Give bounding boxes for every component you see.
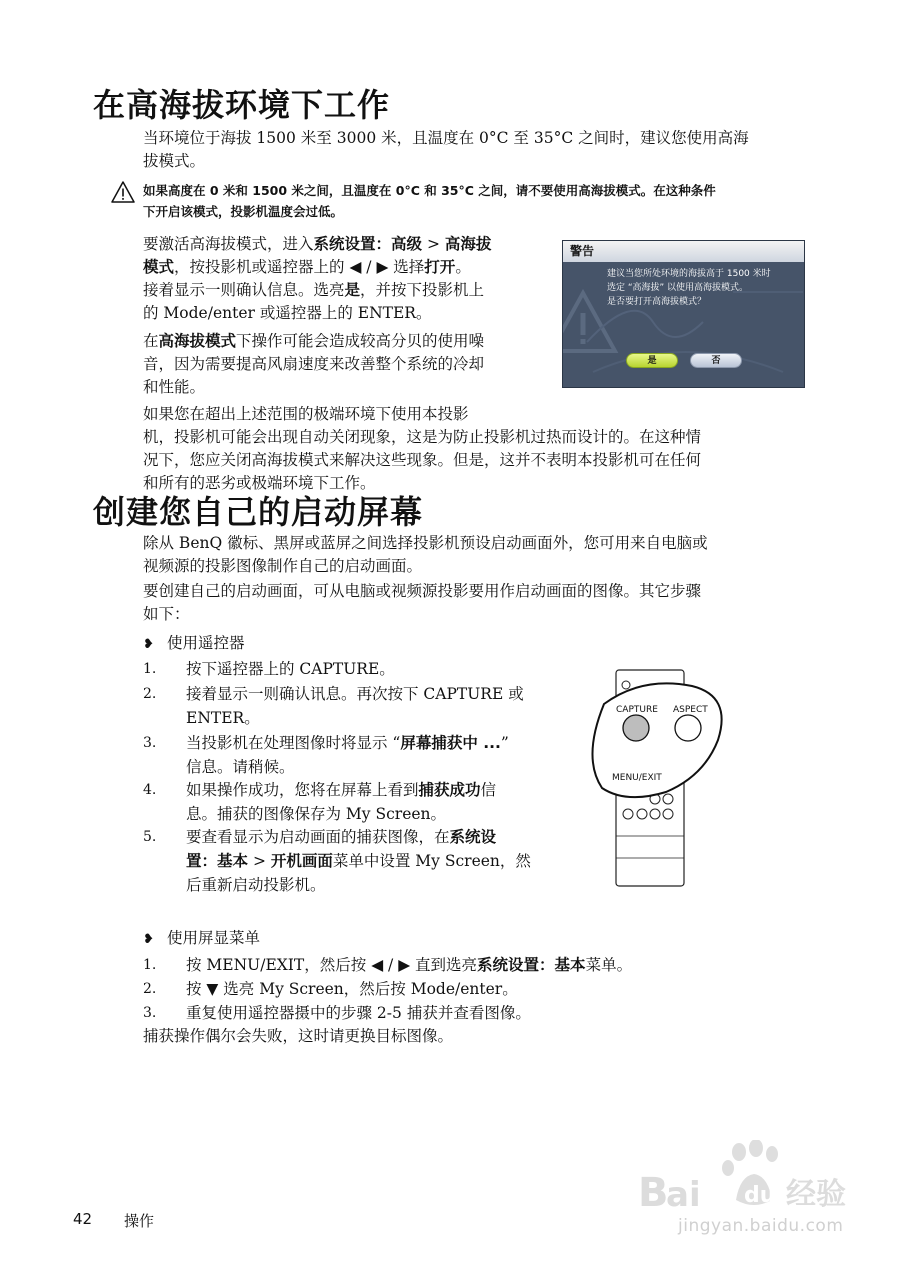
bullet-label: 使用遥控器 bbox=[167, 634, 245, 652]
text: 要激活高海拔模式，进入 bbox=[143, 235, 314, 253]
step-text-line-3: 后重新启动投影机。 bbox=[186, 876, 326, 894]
aspect-button-icon bbox=[675, 715, 701, 741]
remote-control-illustration bbox=[582, 668, 742, 890]
dialog-title: 警告 bbox=[563, 241, 804, 262]
aspect-label: ASPECT bbox=[673, 705, 708, 715]
step-text: 重复使用遥控器摄中的步骤 2-5 捕获并查看图像。 bbox=[186, 1004, 531, 1022]
page-number: 42 bbox=[73, 1210, 93, 1228]
text: 在 bbox=[143, 332, 159, 350]
text: 按 MENU/EXIT，然后按 ◀ / ▶ 直到选亮 bbox=[186, 956, 478, 974]
text: ” bbox=[500, 734, 509, 752]
option-bold: 是 bbox=[344, 281, 361, 299]
extreme-line-4: 和所有的恶劣或极端环境下工作。 bbox=[143, 474, 376, 492]
step-number: 5. bbox=[143, 829, 157, 845]
noise-line-1 bbox=[143, 330, 553, 353]
startup-intro-paragraph bbox=[143, 532, 808, 578]
baidu-jingyan-logo bbox=[636, 1140, 856, 1220]
text: > bbox=[248, 852, 271, 870]
text: 菜单中设置 My Screen，然 bbox=[332, 852, 531, 870]
menu-path-bold: 系统设置：高级 bbox=[313, 235, 423, 253]
startup-howto-line-1: 要创建自己的启动画面，可从电脑或视频源投影要用作启动画面的图像。其它步骤 bbox=[143, 582, 702, 600]
closing-note: 捕获操作偶尔会失败，这时请更换目标图像。 bbox=[143, 1027, 454, 1045]
startup-intro-line-1: 除从 BenQ 徽标、黑屏或蓝屏之间选择投影机预设启动画面外，您可用来自电脑或 bbox=[143, 534, 708, 552]
text: 下操作可能会造成较高分贝的使用噪 bbox=[236, 332, 485, 350]
capture-label: CAPTURE bbox=[616, 705, 658, 715]
menu-path-bold: 系统设 bbox=[449, 828, 497, 846]
text: > bbox=[422, 235, 445, 253]
svg-text:B: B bbox=[638, 1170, 669, 1216]
menu-path-bold: 系统设置：基本 bbox=[477, 956, 586, 974]
high-altitude-warning-dialog bbox=[562, 240, 805, 388]
dialog-no-button[interactable]: 否 bbox=[690, 353, 742, 368]
baidu-watermark-url: jingyan.baidu.com bbox=[678, 1216, 844, 1236]
activation-line-1 bbox=[143, 233, 553, 256]
extreme-line-1: 如果您在超出上述范围的极端环境下使用本投影 bbox=[143, 405, 469, 423]
step-text-line-2: 信息。请稍候。 bbox=[186, 758, 295, 776]
startup-howto-paragraph bbox=[143, 580, 808, 626]
dialog-message-line-1: 建议当您所处环境的海拔高于 1500 米时 bbox=[607, 269, 771, 279]
status-message-bold: 捕获成功 bbox=[418, 781, 481, 799]
menu-path-bold: 置：基本 bbox=[186, 852, 249, 870]
dialog-message-line-3: 是否要打开高海拔模式？ bbox=[607, 297, 707, 307]
intro-line-1: 当环境位于海拔 1500 米至 3000 米，且温度在 0°C 至 35°C 之间时，建议您使用高海 bbox=[143, 129, 749, 147]
step-text-line-2: ENTER。 bbox=[186, 709, 260, 727]
step-text-line-1: 接着显示一则确认讯息。再次按下 CAPTURE 或 bbox=[186, 685, 524, 703]
menu-exit-label: MENU/EXIT bbox=[612, 773, 662, 783]
mode-bold: 高海拔模式 bbox=[158, 332, 237, 350]
warning-icon bbox=[110, 180, 136, 204]
section-title-high-altitude: 在高海拔环境下工作 bbox=[93, 86, 391, 124]
menu-item-bold: 开机画面 bbox=[270, 852, 333, 870]
noise-paragraph bbox=[143, 330, 553, 399]
dialog-message-line-2: 选定 “高海拔” 以使用高海拔模式。 bbox=[607, 283, 749, 293]
activation-line-4: 的 Mode/enter 或遥控器上的 ENTER。 bbox=[143, 304, 432, 322]
step-number: 2. bbox=[143, 981, 157, 997]
activation-paragraph bbox=[143, 233, 553, 325]
step-number: 2. bbox=[143, 686, 157, 702]
text: ，并按下投影机上 bbox=[360, 281, 485, 299]
text: 信 bbox=[480, 781, 497, 799]
extreme-line-2: 机，投影机可能会出现自动关闭现象，这是为防止投影机过热而设计的。在这种情 bbox=[143, 428, 702, 446]
capture-button-icon bbox=[623, 715, 649, 741]
warning-note bbox=[143, 180, 808, 222]
step-text: 按 ▼ 选亮 My Screen，然后按 Mode/enter。 bbox=[186, 980, 518, 998]
startup-howto-line-2: 如下： bbox=[143, 605, 190, 623]
option-bold: 打开 bbox=[424, 258, 456, 276]
footer-section-label: 操作 bbox=[124, 1212, 155, 1230]
startup-intro-line-2: 视频源的投影图像制作自己的启动画面。 bbox=[143, 557, 423, 575]
text: 如果操作成功，您将在屏幕上看到 bbox=[186, 781, 419, 799]
menu-item-bold: 模式 bbox=[143, 258, 175, 276]
noise-line-3: 和性能。 bbox=[143, 378, 206, 396]
extreme-line-3: 况下，您应关闭高海拔模式来解决这些现象。但是，这并不表明本投影机可在任何 bbox=[143, 451, 702, 469]
step-text-line-1 bbox=[186, 731, 586, 755]
status-message-bold: 屏幕捕获中 ... bbox=[400, 734, 501, 752]
svg-text:du: du bbox=[744, 1183, 776, 1208]
activation-line-3 bbox=[143, 279, 553, 302]
step-text-line-2 bbox=[186, 849, 586, 873]
noise-line-2: 音，因为需要提高风扇速度来改善整个系统的冷却 bbox=[143, 355, 485, 373]
text: 当投影机在处理图像时将显示 “ bbox=[186, 734, 401, 752]
step-text-line-1 bbox=[186, 778, 586, 802]
text: 。 bbox=[455, 258, 471, 276]
step-text-line-1 bbox=[186, 825, 586, 849]
step-number: 3. bbox=[143, 735, 157, 751]
menu-item-bold: 高海拔 bbox=[444, 235, 492, 253]
bullet-use-osd bbox=[143, 927, 260, 951]
text: 菜单。 bbox=[585, 956, 633, 974]
intro-line-2: 拔模式。 bbox=[143, 152, 206, 170]
intro-paragraph bbox=[143, 127, 808, 173]
activation-line-2 bbox=[143, 256, 553, 279]
step-text: 按下遥控器上的 CAPTURE。 bbox=[186, 660, 395, 678]
section-title-startup-screen: 创建您自己的启动屏幕 bbox=[93, 493, 424, 531]
warning-line-1: 如果高度在 0 米和 1500 米之间，且温度在 0°C 和 35°C 之间，请不要使用高海拔模式。在这种条件 bbox=[143, 183, 716, 198]
extreme-env-paragraph bbox=[143, 403, 808, 495]
step-number: 3. bbox=[143, 1005, 157, 1021]
svg-text:ai: ai bbox=[666, 1175, 701, 1215]
bullet-use-remote bbox=[143, 632, 245, 656]
svg-text:经验: 经验 bbox=[786, 1177, 846, 1212]
warning-line-2: 下开启该模式，投影机温度会过低。 bbox=[143, 204, 344, 219]
bullet-label: 使用屏显菜单 bbox=[167, 929, 261, 947]
step-number: 1. bbox=[143, 957, 157, 973]
bullet-arrow-icon: ❥ bbox=[143, 932, 154, 947]
dialog-yes-button[interactable]: 是 bbox=[626, 353, 678, 368]
step-number: 1. bbox=[143, 661, 157, 677]
bullet-arrow-icon: ❥ bbox=[143, 637, 154, 652]
dialog-message bbox=[607, 267, 797, 309]
text: 接着显示一则确认信息。选亮 bbox=[143, 281, 345, 299]
text: 要查看显示为启动画面的捕获图像，在 bbox=[186, 828, 450, 846]
step-text-line-2: 息。捕获的图像保存为 My Screen。 bbox=[186, 805, 447, 823]
step-number: 4. bbox=[143, 782, 157, 798]
text: ，按投影机或遥控器上的 ◀ / ▶ 选择 bbox=[174, 258, 425, 276]
